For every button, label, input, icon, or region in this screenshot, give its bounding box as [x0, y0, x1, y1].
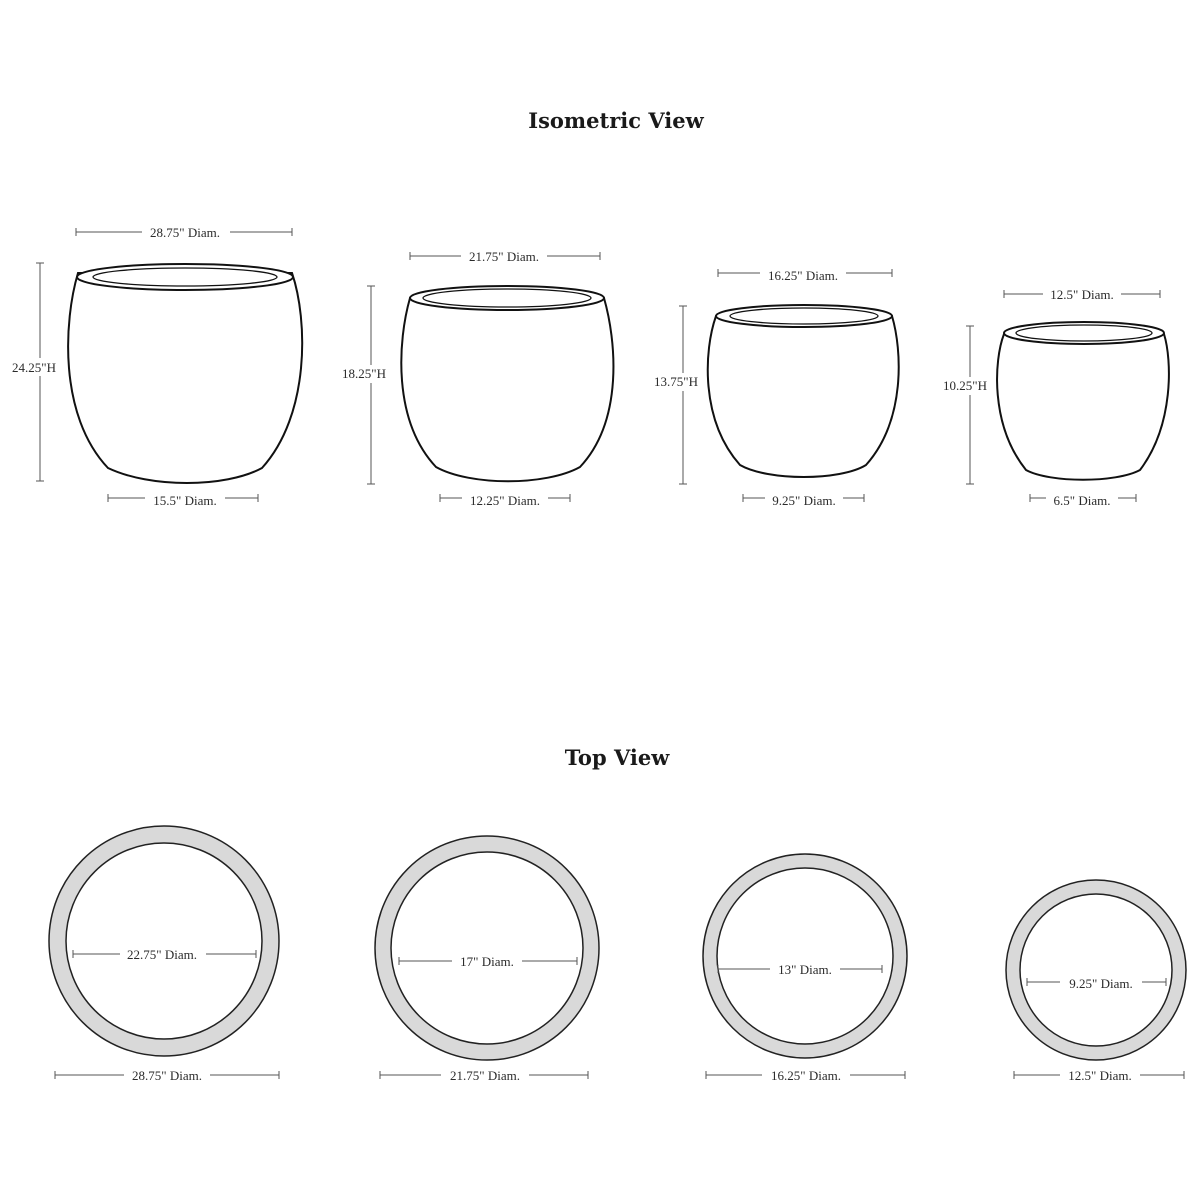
- isometric-pot-1: [8, 223, 302, 508]
- bottom-diameter-label: 9.25" Diam.: [772, 493, 836, 508]
- inner-diameter-label: 22.75" Diam.: [127, 947, 197, 962]
- inner-opening: [1020, 894, 1172, 1046]
- top-diameter-label: 16.25" Diam.: [768, 268, 838, 283]
- top-view-pot-1: [49, 826, 279, 1084]
- inner-diameter-label: 13" Diam.: [778, 962, 832, 977]
- isometric-pot-2: [338, 247, 613, 508]
- bottom-diameter-label: 12.25" Diam.: [470, 493, 540, 508]
- outer-diameter-label: 16.25" Diam.: [771, 1068, 841, 1083]
- outer-diameter-label: 21.75" Diam.: [450, 1068, 520, 1083]
- top-diameter-label: 21.75" Diam.: [469, 249, 539, 264]
- height-label: 18.25"H: [342, 366, 386, 381]
- pot-body: [68, 273, 302, 483]
- inner-diameter-label: 17" Diam.: [460, 954, 514, 969]
- outer-diameter-label: 28.75" Diam.: [132, 1068, 202, 1083]
- inner-opening: [66, 843, 262, 1039]
- bottom-diameter-label: 6.5" Diam.: [1053, 493, 1111, 508]
- top-view-pot-4: [1006, 880, 1186, 1084]
- height-label: 24.25"H: [12, 360, 56, 375]
- inner-diameter-label: 9.25" Diam.: [1069, 976, 1133, 991]
- pot-body: [708, 316, 899, 477]
- top-diameter-label: 12.5" Diam.: [1050, 287, 1114, 302]
- pot-body: [997, 334, 1169, 480]
- bottom-diameter-label: 15.5" Diam.: [153, 493, 217, 508]
- height-label: 13.75"H: [654, 374, 698, 389]
- isometric-view-title: Isometric View: [528, 108, 704, 133]
- inner-opening: [717, 868, 893, 1044]
- height-label: 10.25"H: [943, 378, 987, 393]
- top-diameter-label: 28.75" Diam.: [150, 225, 220, 240]
- top-view-title: Top View: [564, 745, 670, 770]
- inner-opening: [391, 852, 583, 1044]
- top-view-pot-2: [375, 836, 599, 1084]
- isometric-pot-3: [650, 265, 899, 508]
- isometric-pot-4: [938, 286, 1169, 508]
- outer-diameter-label: 12.5" Diam.: [1068, 1068, 1132, 1083]
- top-view-pot-3: [703, 854, 907, 1084]
- pot-body: [401, 298, 613, 481]
